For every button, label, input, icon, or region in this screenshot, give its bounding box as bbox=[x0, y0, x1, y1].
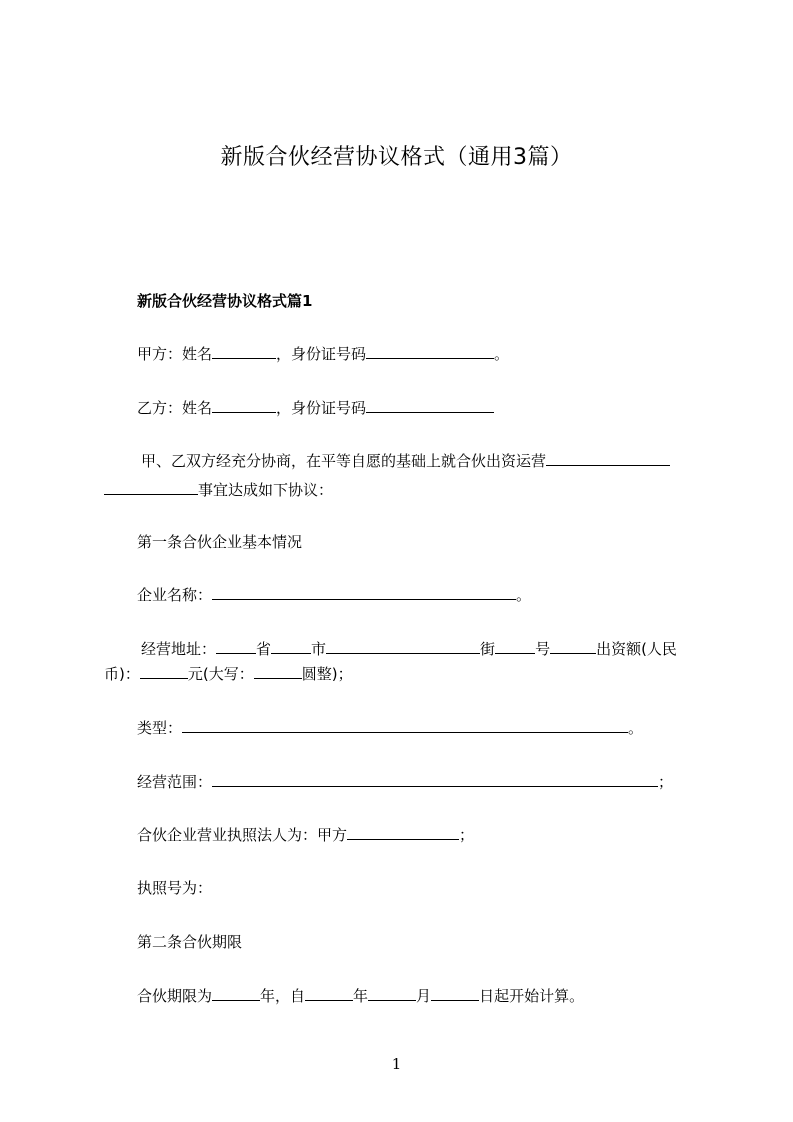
term-label: 合伙期限为 bbox=[137, 987, 213, 1005]
party-a-id-blank[interactable] bbox=[366, 343, 494, 359]
article-2-heading: 第二条合伙期限 bbox=[137, 933, 243, 951]
type-end: 。 bbox=[628, 719, 644, 737]
address-end: 圆整)； bbox=[301, 665, 353, 683]
city-label: 市 bbox=[311, 640, 327, 658]
article-1-heading: 第一条合伙企业基本情况 bbox=[137, 533, 303, 551]
term-line bbox=[137, 985, 584, 1007]
company-name-label: 企业名称： bbox=[137, 586, 213, 604]
amount-blank[interactable] bbox=[140, 663, 188, 679]
intro-line-2 bbox=[104, 479, 333, 501]
start-month-blank[interactable] bbox=[368, 985, 416, 1001]
party-b-name-blank[interactable] bbox=[212, 397, 276, 413]
term-end: 日起开始计算。 bbox=[479, 987, 585, 1005]
term-year2-label: 年 bbox=[353, 987, 369, 1005]
company-name-blank[interactable] bbox=[212, 584, 516, 600]
term-month-label: 月 bbox=[416, 987, 432, 1005]
city-blank[interactable] bbox=[271, 638, 311, 654]
intro-blank-1[interactable] bbox=[546, 450, 670, 466]
party-a-label: 甲方：姓名 bbox=[137, 345, 213, 363]
party-a-id-label: ，身份证号码 bbox=[276, 345, 367, 363]
party-b-label: 乙方：姓名 bbox=[137, 399, 213, 417]
intro-text: 甲、乙双方经充分协商，在平等自愿的基础上就合伙出资运营 bbox=[141, 452, 547, 470]
province-label: 省 bbox=[256, 640, 272, 658]
party-b-line bbox=[137, 397, 494, 419]
start-year-blank[interactable] bbox=[305, 985, 353, 1001]
page-number: 1 bbox=[391, 1055, 402, 1073]
intro-line-1 bbox=[141, 450, 670, 472]
type-line bbox=[137, 717, 643, 739]
currency-label: 币)： bbox=[104, 665, 140, 683]
number-label: 号 bbox=[535, 640, 551, 658]
license-line: 执照号为： bbox=[137, 879, 213, 897]
type-blank[interactable] bbox=[182, 717, 628, 733]
party-b-id-label: ，身份证号码 bbox=[276, 399, 367, 417]
type-label: 类型： bbox=[137, 719, 183, 737]
start-day-blank[interactable] bbox=[431, 985, 479, 1001]
term-year-label: 年，自 bbox=[260, 987, 306, 1005]
street-blank[interactable] bbox=[326, 638, 480, 654]
intro-blank-2[interactable] bbox=[104, 479, 198, 495]
company-name-line bbox=[137, 584, 531, 606]
number-blank[interactable] bbox=[495, 638, 535, 654]
legal-rep-blank[interactable] bbox=[347, 824, 459, 840]
company-name-end: 。 bbox=[516, 586, 532, 604]
street-label: 街 bbox=[480, 640, 496, 658]
address-line-2 bbox=[104, 663, 353, 685]
term-years-blank[interactable] bbox=[212, 985, 260, 1001]
yuan-label: 元(大写： bbox=[187, 665, 254, 683]
address-label: 经营地址： bbox=[141, 640, 217, 658]
party-a-line bbox=[137, 343, 509, 365]
scope-blank[interactable] bbox=[212, 771, 658, 787]
scope-label: 经营范围： bbox=[137, 773, 213, 791]
party-b-id-blank[interactable] bbox=[366, 397, 494, 413]
section-heading: 新版合伙经营协议格式篇1 bbox=[137, 292, 313, 310]
capital-label: 出资额(人民 bbox=[596, 640, 677, 658]
intro-end: 事宜达成如下协议： bbox=[198, 481, 334, 499]
province-blank[interactable] bbox=[216, 638, 256, 654]
legal-rep-end: ； bbox=[459, 826, 475, 844]
legal-rep-line bbox=[137, 824, 474, 846]
scope-line bbox=[137, 771, 673, 793]
scope-end: ； bbox=[658, 773, 674, 791]
party-a-name-blank[interactable] bbox=[212, 343, 276, 359]
amount-words-blank[interactable] bbox=[254, 663, 302, 679]
party-a-end: 。 bbox=[494, 345, 510, 363]
document-title: 新版合伙经营协议格式（通用3篇） bbox=[220, 145, 573, 170]
legal-rep-label: 合伙企业营业执照法人为：甲方 bbox=[137, 826, 348, 844]
extra-blank[interactable] bbox=[550, 638, 596, 654]
address-line-1 bbox=[141, 638, 677, 660]
